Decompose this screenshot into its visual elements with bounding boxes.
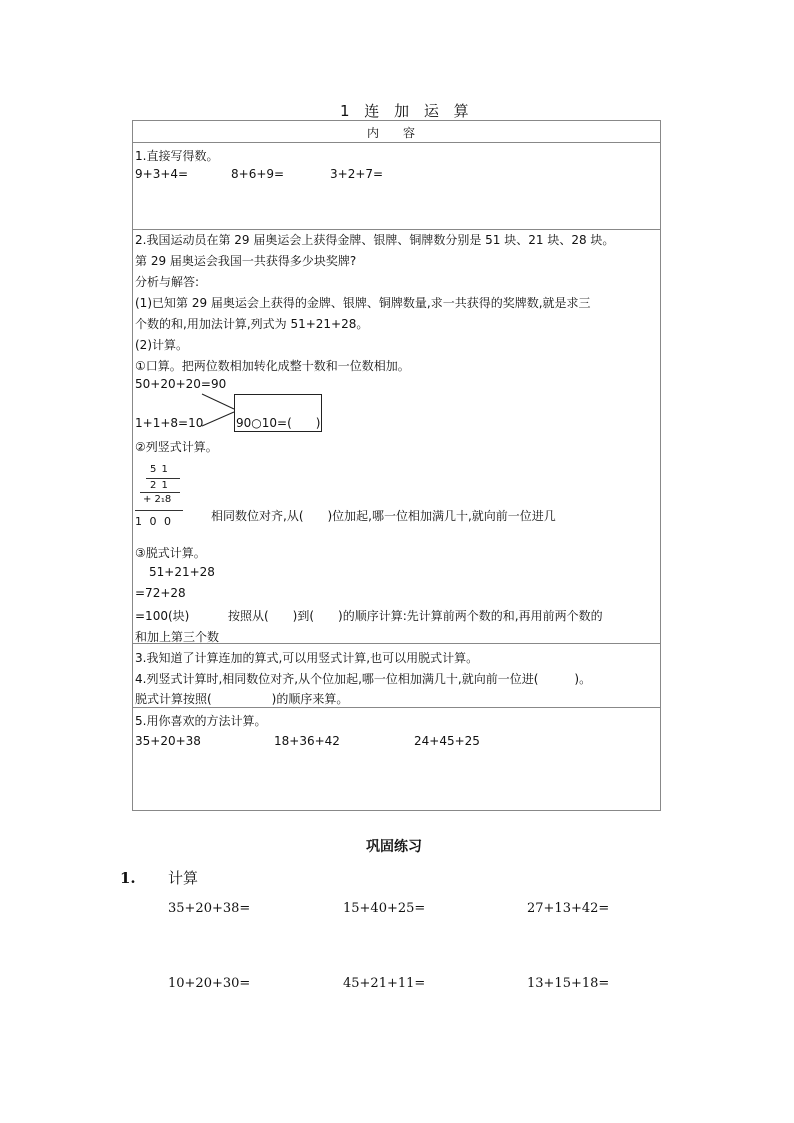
step-line: =100(块)	[135, 609, 190, 623]
vertical-row: 2 1	[150, 480, 169, 491]
practice-item: 45+21+11=	[343, 976, 426, 991]
vertical-row: 5 1	[150, 464, 169, 475]
practice-item: 35+20+38=	[168, 901, 251, 916]
s1-item: 8+6+9=	[231, 167, 285, 181]
problem-line: 第 29 届奥运会我国一共获得多少块奖牌?	[135, 254, 357, 268]
vertical-row: + 2₁8	[143, 494, 172, 505]
step2-label: (2)计算。	[135, 338, 188, 352]
practice-title: 巩固练习	[366, 839, 422, 855]
s5-item: 35+20+38	[135, 734, 201, 748]
step-note: 按照从( )到( )的顺序计算:先计算前两个数的和,再用前两个数的	[228, 609, 603, 623]
oral-box-text: 90○10=( )	[236, 416, 321, 430]
analysis-label: 分析与解答:	[135, 275, 200, 289]
vertical-rule	[140, 492, 180, 493]
oral-line: 1+1+8=10	[135, 416, 204, 430]
oral-line: 50+20+20=90	[135, 377, 227, 391]
table-header: 内 容	[367, 126, 416, 140]
step-line: 51+21+28	[149, 565, 215, 579]
vertical-rule	[146, 478, 180, 479]
step-line: =72+28	[135, 586, 186, 600]
s5-item: 24+45+25	[414, 734, 480, 748]
content-table	[132, 120, 661, 811]
divider	[133, 229, 660, 230]
practice-item: 10+20+30=	[168, 976, 251, 991]
summary-line: 脱式计算按照( )的顺序来算。	[135, 692, 349, 706]
step1-text: 个数的和,用加法计算,列式为 51+21+28。	[135, 317, 369, 331]
vertical-note: 相同数位对齐,从( )位加起,哪一位相加满几十,就向前一位进几	[211, 509, 556, 523]
step1-text: (1)已知第 29 届奥运会上获得的金牌、银牌、铜牌数量,求一共获得的奖牌数,就是求三	[135, 296, 591, 310]
divider	[133, 707, 660, 708]
divider	[133, 142, 660, 143]
practice-item: 27+13+42=	[527, 901, 610, 916]
question-label: 计算	[168, 869, 199, 887]
practice-item: 13+15+18=	[527, 976, 610, 991]
question-number: 1.	[120, 869, 136, 887]
vertical-row: 1 0 0	[135, 515, 173, 528]
summary-line: 4.列竖式计算时,相同数位对齐,从个位加起,哪一位相加满几十,就向前一位进( )。	[135, 672, 592, 686]
s5-item: 18+36+42	[274, 734, 340, 748]
step-calc-title: ③脱式计算。	[135, 546, 206, 560]
page-title: 1 连 加 运 算	[340, 102, 474, 120]
summary-line: 3.我知道了计算连加的算式,可以用竖式计算,也可以用脱式计算。	[135, 651, 479, 665]
vertical-rule	[135, 510, 183, 511]
section-1-heading: 1.直接写得数。	[135, 149, 219, 163]
section-5-heading: 5.用你喜欢的方法计算。	[135, 714, 267, 728]
vertical-title: ②列竖式计算。	[135, 440, 218, 454]
oral-title: ①口算。把两位数相加转化成整十数和一位数相加。	[135, 359, 410, 373]
problem-line: 2.我国运动员在第 29 届奥运会上获得金牌、银牌、铜牌数分别是 51 块、21 块、28 块。	[135, 233, 615, 247]
step-note: 和加上第三个数	[135, 630, 220, 644]
s1-item: 9+3+4=	[135, 167, 189, 181]
s1-item: 3+2+7=	[330, 167, 384, 181]
practice-item: 15+40+25=	[343, 901, 426, 916]
